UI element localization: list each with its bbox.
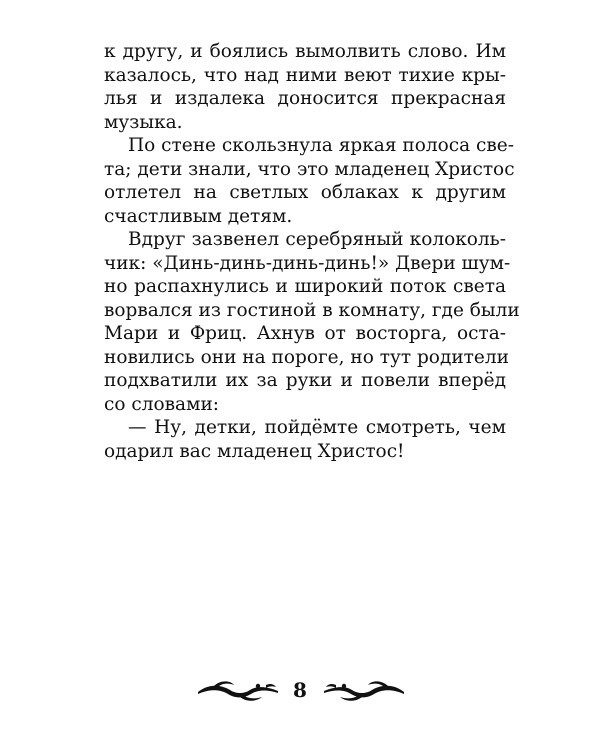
page-number: 8 [293,678,307,702]
text-line: счастливым детям. [104,205,293,227]
text-line: новились они на пороге, но тут родители [104,346,509,368]
paragraph [104,134,515,228]
text-line: но распахнулись и широкий поток света [104,276,506,297]
text-line: со словами: [104,393,220,415]
text-line: отлетел на светлых облаках к другим [104,182,506,203]
text-line: Вдруг зазвенел серебряный колоколь- [128,229,506,250]
text-line: музыка. [104,111,183,133]
flourish-right-icon [322,680,406,702]
text-line: Мари и Фриц. Ахнув от восторга, оста- [104,323,506,344]
paragraph [104,228,520,416]
text-line: та; дети знали, что это младенец Христос [104,158,515,180]
text-line: к другу, и боялись вымолвить слово. Им [104,41,506,62]
text-line: ворвался из гостиной в комнату, где были [104,299,520,321]
text-line: — Ну, детки, пойдёмте смотреть, чем [128,417,506,438]
paragraph [104,40,506,134]
text-line: подхватили их за руки и повели вперёд [104,370,506,391]
flourish-left-icon [196,680,280,702]
paragraph [104,416,506,463]
text-line: одарил вас младенец Христос! [104,440,405,462]
text-line: По стене скользнула яркая полоса све- [128,135,514,156]
text-line: казалось, что над ними веют тихие кры- [104,64,506,86]
page-footer [0,672,600,712]
text-line: чик: «Динь-динь-динь-динь!» Двери шум- [104,252,511,274]
text-line: лья и издалека доносится прекрасная [104,88,506,109]
page-body-text [104,40,520,463]
